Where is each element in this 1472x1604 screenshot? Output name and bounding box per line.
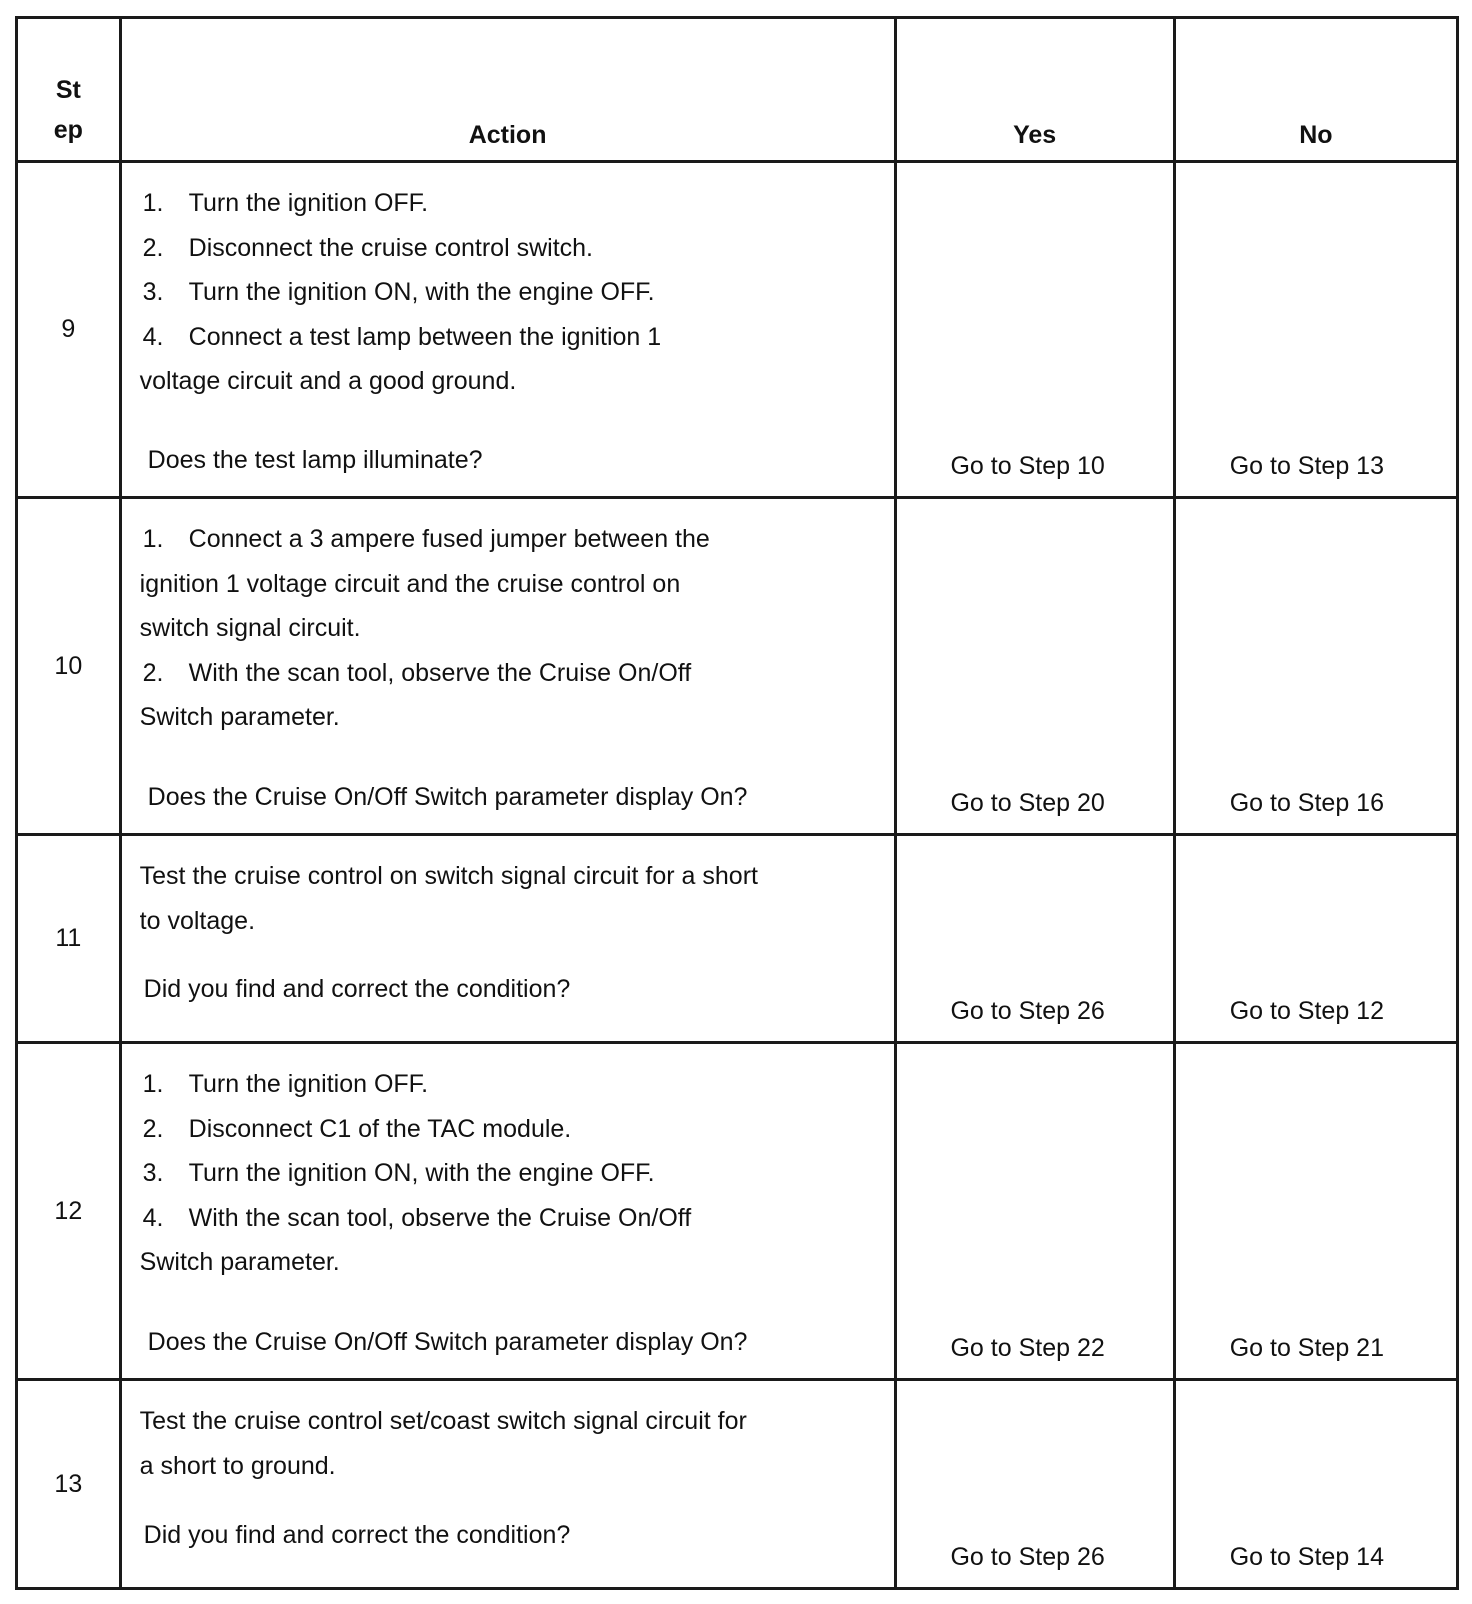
action-line (140, 606, 878, 651)
yes-result-cell (895, 835, 1174, 1043)
action-line (140, 562, 878, 607)
action-text: Turn the ignition OFF. (188, 1070, 429, 1099)
action-text: voltage circuit and a good ground. (139, 367, 517, 395)
table-row (17, 1043, 1458, 1380)
action-text: Connect a 3 ampere fused jumper between the (188, 525, 710, 554)
action-text: switch signal circuit. (139, 614, 361, 643)
table-row (17, 498, 1458, 835)
action-line (140, 1151, 878, 1196)
action-question: Did you find and correct the condition? (143, 1520, 571, 1549)
step-number: 11 (17, 835, 121, 1043)
action-cell (120, 1380, 895, 1589)
no-result-text: Go to Step 13 (1229, 452, 1384, 481)
action-step-number: 1. (142, 525, 164, 554)
action-text: Test the cruise control on switch signal circuit for a short (139, 862, 758, 891)
no-result-text: Go to Step 14 (1229, 1543, 1384, 1571)
action-line (140, 695, 878, 740)
no-result-text: Go to Step 21 (1229, 1334, 1384, 1363)
action-text: Turn the ignition ON, with the engine OFF. (188, 1159, 655, 1188)
step-column-header (17, 18, 121, 162)
action-line (140, 854, 878, 899)
action-line (140, 359, 878, 404)
no-result-cell (1174, 498, 1457, 835)
action-line (140, 181, 878, 226)
action-column-header: Action (120, 18, 895, 162)
action-line (140, 517, 878, 562)
action-cell (120, 835, 895, 1043)
action-line (140, 315, 878, 360)
diagnostic-table (15, 16, 1459, 1590)
action-line (140, 1399, 878, 1444)
header-row (17, 18, 1458, 162)
action-text: With the scan tool, observe the Cruise On/Off (188, 1203, 692, 1232)
action-question: Does the Cruise On/Off Switch parameter display On? (147, 782, 748, 811)
step-number: 13 (17, 1380, 121, 1589)
action-step-number: 4. (142, 322, 164, 351)
step-number: 12 (17, 1043, 121, 1380)
no-result-cell (1174, 162, 1457, 498)
action-line (140, 226, 878, 271)
no-result-text: Go to Step 12 (1229, 997, 1384, 1026)
action-step-number: 1. (142, 189, 164, 217)
yes-result-cell (895, 162, 1174, 498)
action-text: With the scan tool, observe the Cruise On/Off (188, 658, 692, 687)
action-text: to voltage. (139, 906, 256, 935)
action-step-number: 4. (142, 1203, 164, 1232)
step-number: 9 (17, 162, 121, 498)
action-text: Connect a test lamp between the ignition 1 (188, 322, 662, 351)
action-text: Switch parameter. (139, 1248, 340, 1277)
no-result-text: Go to Step 16 (1229, 789, 1384, 818)
step-header-line1: St (55, 76, 81, 104)
action-line (140, 1107, 878, 1152)
yes-result-text: Go to Step 26 (950, 1543, 1105, 1571)
action-step-number: 3. (142, 278, 164, 306)
yes-result-text: Go to Step 20 (950, 789, 1105, 818)
table-row (17, 835, 1458, 1043)
step-number: 10 (17, 498, 121, 835)
action-step-number: 2. (142, 1114, 164, 1143)
action-line (140, 270, 878, 315)
action-text: a short to ground. (139, 1451, 336, 1480)
action-step-number: 1. (142, 1070, 164, 1099)
yes-result-text: Go to Step 26 (950, 997, 1105, 1026)
action-line (140, 651, 878, 696)
action-cell (120, 162, 895, 498)
action-question: Does the Cruise On/Off Switch parameter display On? (147, 1327, 748, 1356)
action-step-number: 3. (142, 1159, 164, 1188)
yes-result-cell (895, 498, 1174, 835)
action-text: Switch parameter. (139, 703, 340, 732)
action-text: Disconnect the cruise control switch. (188, 233, 593, 262)
yes-result-text: Go to Step 10 (950, 452, 1105, 481)
action-line (140, 1196, 878, 1241)
action-question: Did you find and correct the condition? (143, 974, 571, 1003)
action-text: ignition 1 voltage circuit and the cruise control on (139, 569, 681, 598)
action-line (140, 1444, 878, 1489)
action-text: Turn the ignition OFF. (188, 189, 429, 217)
action-step-number: 2. (142, 233, 164, 262)
action-cell (120, 1043, 895, 1380)
no-result-cell (1174, 835, 1457, 1043)
yes-result-text: Go to Step 22 (950, 1334, 1105, 1363)
no-result-cell (1174, 1380, 1457, 1589)
yes-column-header: Yes (895, 18, 1174, 162)
action-line (140, 1240, 878, 1285)
step-header-line2: ep (53, 116, 83, 144)
yes-result-cell (895, 1043, 1174, 1380)
action-line (140, 899, 878, 944)
table-row (17, 162, 1458, 498)
action-text: Test the cruise control set/coast switch signal circuit for (139, 1407, 747, 1436)
table-row (17, 1380, 1458, 1589)
no-column-header: No (1174, 18, 1457, 162)
action-text: Turn the ignition ON, with the engine OFF. (188, 278, 655, 306)
action-step-number: 2. (142, 658, 164, 687)
action-cell (120, 498, 895, 835)
yes-result-cell (895, 1380, 1174, 1589)
action-question: Does the test lamp illuminate? (147, 445, 483, 474)
action-line (140, 1062, 878, 1107)
action-text: Disconnect C1 of the TAC module. (188, 1114, 572, 1143)
no-result-cell (1174, 1043, 1457, 1380)
